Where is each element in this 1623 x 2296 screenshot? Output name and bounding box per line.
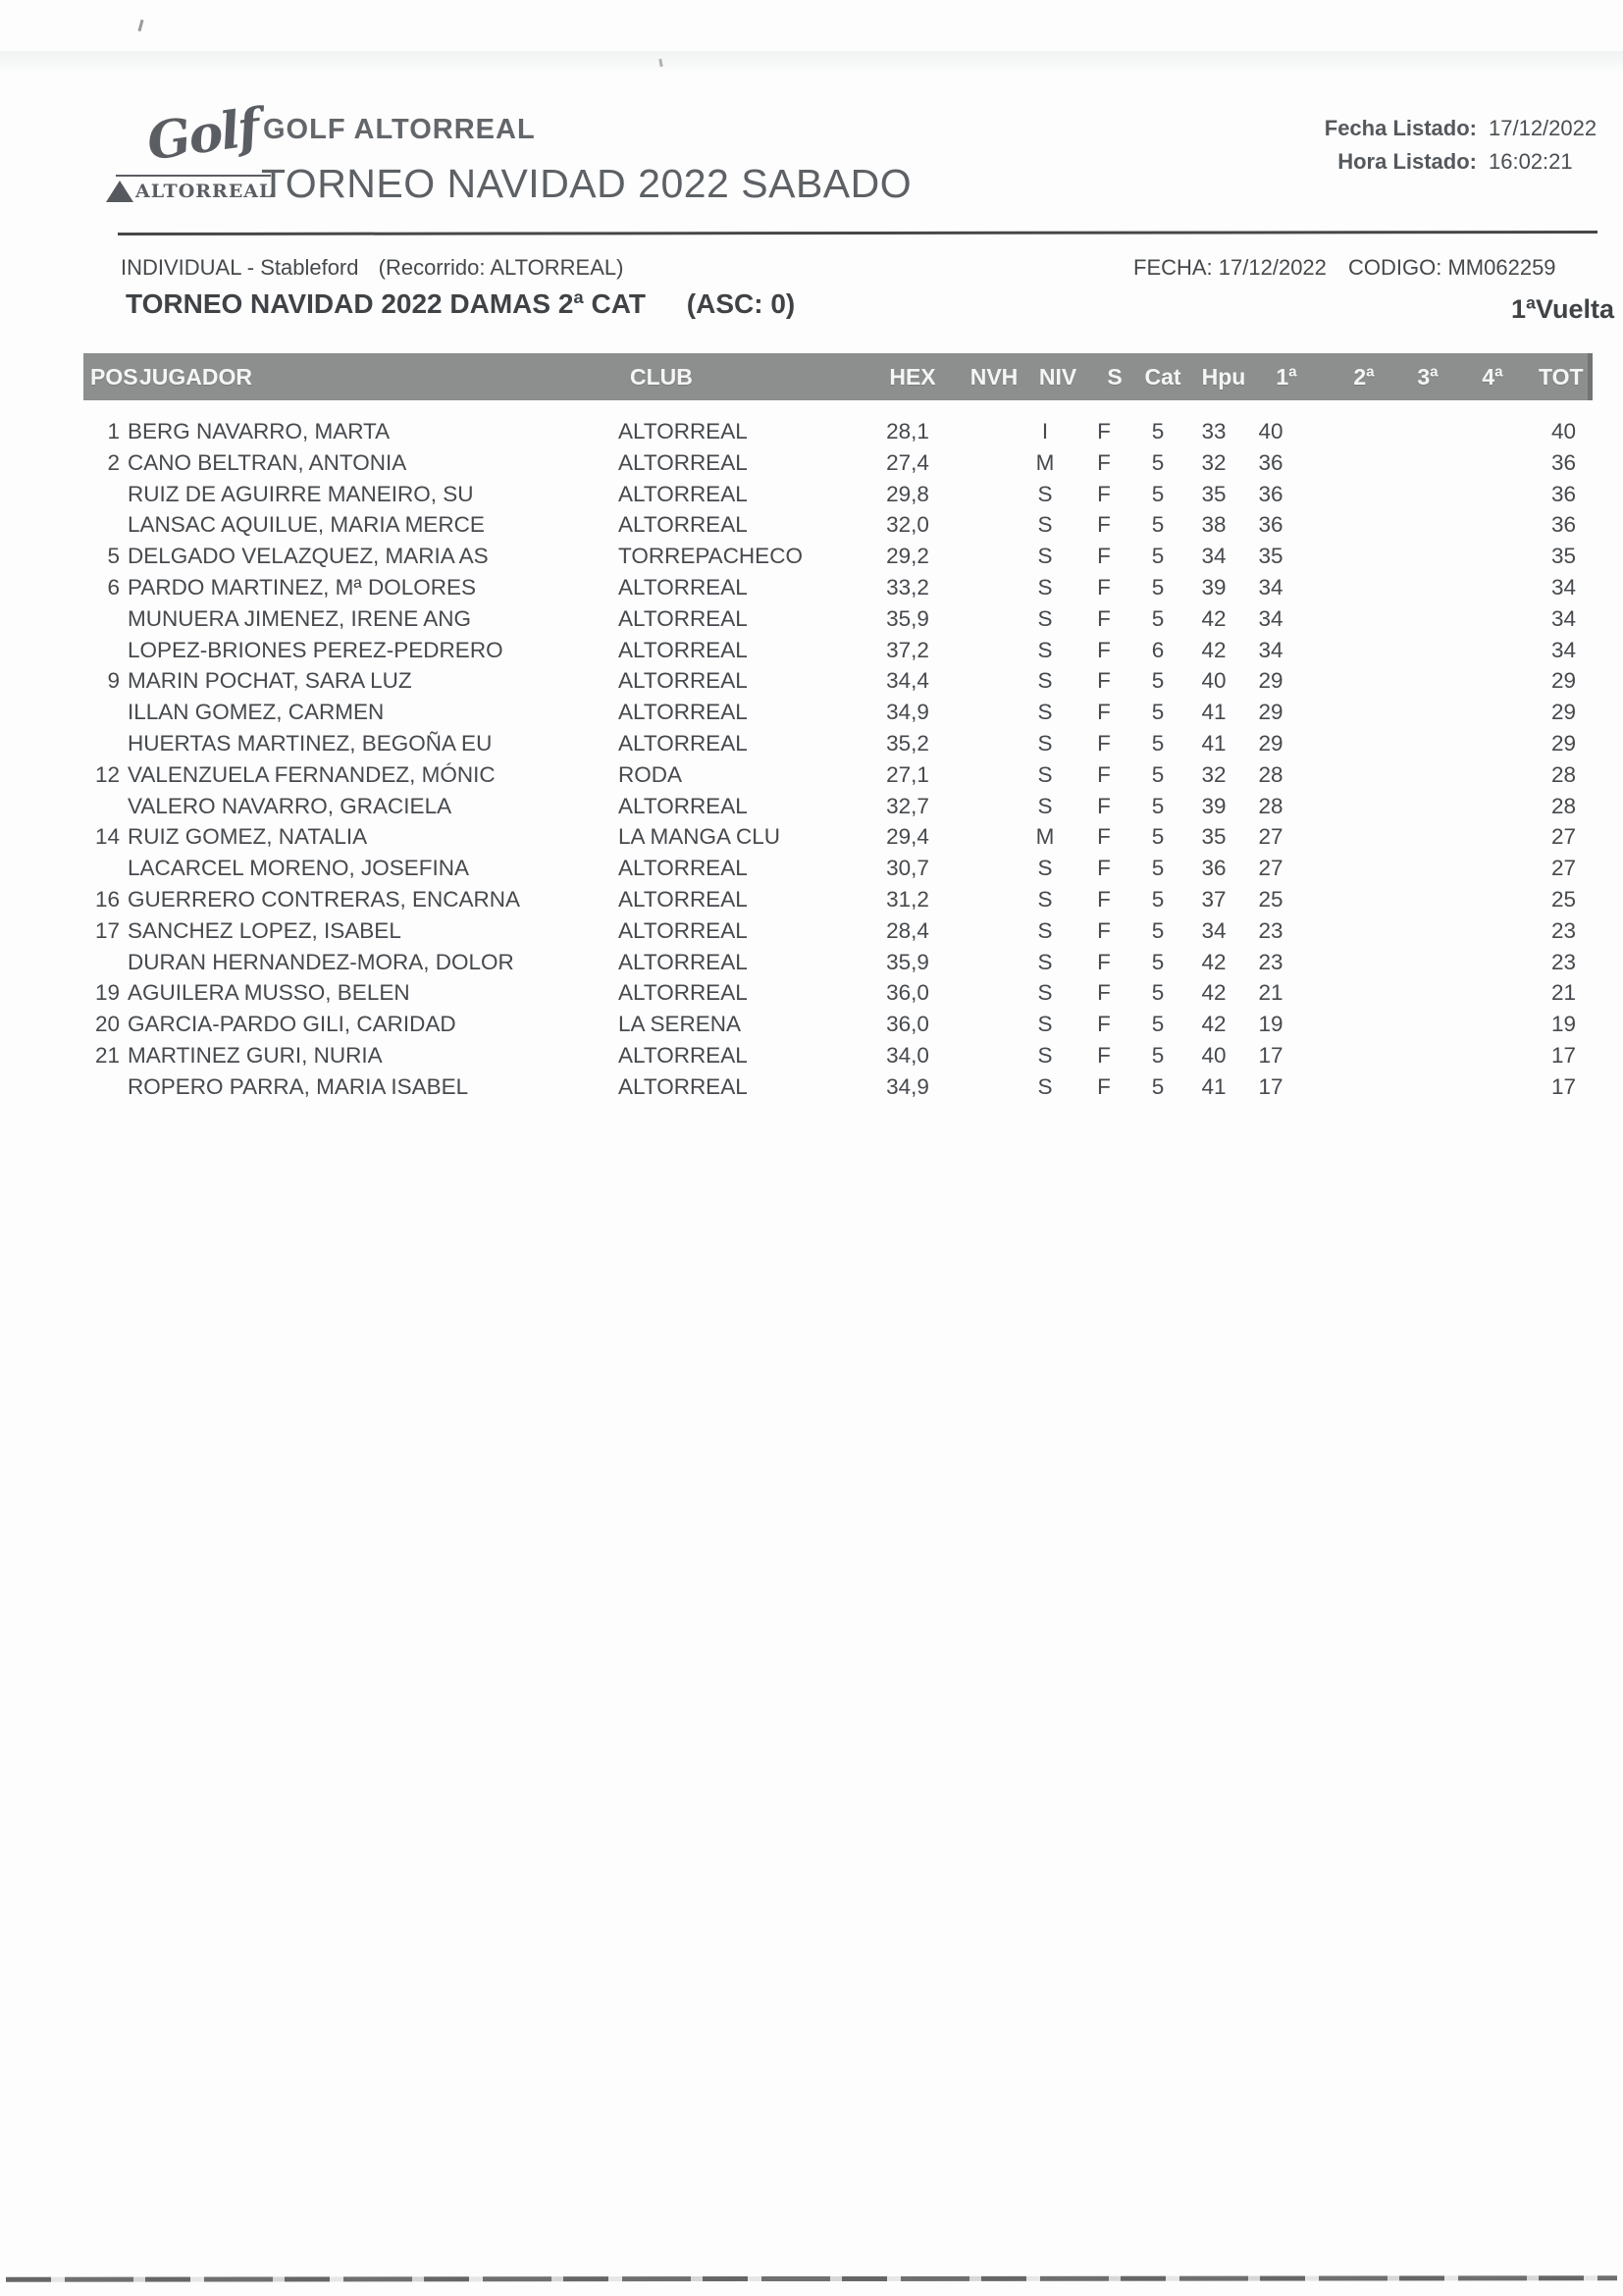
results-rows (0, 416, 1623, 1103)
cell-niv: S (1037, 856, 1053, 881)
cell-tot: 36 (1550, 512, 1576, 538)
cell-tot: 23 (1550, 917, 1576, 943)
cell-niv: S (1037, 886, 1053, 912)
cell-round1: 27 (1258, 856, 1283, 881)
cell-hex: 35,9 (886, 605, 929, 631)
cell-cat: 5 (1151, 824, 1165, 850)
cell-pos: 2 (107, 449, 120, 475)
table-row (0, 635, 1623, 666)
cell-round1: 23 (1258, 949, 1283, 974)
cell-hpu: 35 (1201, 824, 1227, 850)
cell-round1: 40 (1258, 419, 1283, 444)
cell-niv: S (1037, 761, 1053, 787)
table-row (0, 665, 1623, 697)
cell-round1: 17 (1258, 1073, 1283, 1099)
table-row (0, 821, 1623, 853)
cell-round1: 29 (1258, 730, 1283, 756)
hora-listado-label: Hora Listado: (1337, 149, 1477, 174)
col-header-jugador: JUGADOR (139, 364, 253, 390)
cell-club: ALTORREAL (618, 856, 748, 881)
cell-s: F (1097, 793, 1111, 818)
cell-round1: 36 (1258, 449, 1283, 475)
cell-round1: 34 (1258, 605, 1283, 631)
cell-round1: 36 (1258, 481, 1283, 506)
cell-pos: 14 (94, 824, 120, 850)
table-row (0, 509, 1623, 541)
cell-cat: 5 (1151, 449, 1165, 475)
cell-s: F (1097, 481, 1111, 506)
cell-hpu: 33 (1201, 419, 1227, 444)
cell-tot: 34 (1550, 574, 1576, 600)
cell-tot: 21 (1550, 980, 1576, 1006)
cell-hpu: 40 (1201, 668, 1227, 694)
cell-cat: 5 (1151, 1042, 1165, 1068)
cell-club: ALTORREAL (618, 949, 748, 974)
logo-underline (116, 175, 271, 177)
cell-player-name: CANO BELTRAN, ANTONIA (128, 449, 407, 475)
table-row (0, 541, 1623, 572)
col-header-cat: Cat (1144, 364, 1181, 390)
fecha-listado-value: 17/12/2022 (1489, 116, 1597, 140)
cell-hex: 32,7 (886, 793, 929, 818)
cell-s: F (1097, 605, 1111, 631)
cell-hex: 34,9 (886, 700, 929, 725)
cell-hpu: 42 (1201, 980, 1227, 1006)
cell-club: ALTORREAL (618, 886, 748, 912)
col-header-round1: 1ª (1276, 364, 1297, 390)
category-title: TORNEO NAVIDAD 2022 DAMAS 2ª CAT (126, 288, 647, 319)
cell-player-name: HUERTAS MARTINEZ, BEGOÑA EU (128, 730, 493, 756)
cell-player-name: MARIN POCHAT, SARA LUZ (128, 668, 412, 694)
cell-player-name: GARCIA-PARDO GILI, CARIDAD (128, 1012, 456, 1037)
col-header-niv: NIV (1038, 364, 1077, 390)
cell-club: ALTORREAL (618, 700, 748, 725)
cell-s: F (1097, 1012, 1111, 1037)
cell-cat: 5 (1151, 481, 1165, 506)
course-text: (Recorrido: ALTORREAL) (378, 255, 624, 280)
cell-cat: 5 (1151, 1073, 1165, 1099)
fecha-text: FECHA: 17/12/2022 (1133, 255, 1327, 280)
cell-hex: 27,1 (886, 761, 929, 787)
cell-hpu: 32 (1201, 449, 1227, 475)
cell-tot: 36 (1550, 449, 1576, 475)
cell-hpu: 42 (1201, 637, 1227, 662)
table-row (0, 728, 1623, 759)
cell-s: F (1097, 637, 1111, 662)
col-header-round3: 3ª (1417, 364, 1439, 390)
tournament-title: TORNEO NAVIDAD 2022 SABADO (261, 161, 913, 206)
cell-s: F (1097, 512, 1111, 538)
cell-club: ALTORREAL (618, 574, 748, 600)
cell-hpu: 34 (1201, 544, 1227, 569)
cell-s: F (1097, 668, 1111, 694)
table-row (0, 447, 1623, 479)
cell-tot: 36 (1550, 481, 1576, 506)
cell-hpu: 40 (1201, 1042, 1227, 1068)
cell-player-name: MARTINEZ GURI, NURIA (128, 1042, 383, 1068)
cell-round1: 21 (1258, 980, 1283, 1006)
cell-tot: 27 (1550, 824, 1576, 850)
cell-cat: 5 (1151, 668, 1165, 694)
cell-round1: 27 (1258, 824, 1283, 850)
codigo-text: CODIGO: MM062259 (1348, 255, 1556, 280)
cell-hpu: 39 (1201, 793, 1227, 818)
hora-listado-value: 16:02:21 (1489, 149, 1573, 174)
cell-s: F (1097, 980, 1111, 1006)
cell-club: ALTORREAL (618, 917, 748, 943)
cell-hpu: 32 (1201, 761, 1227, 787)
cell-player-name: BERG NAVARRO, MARTA (128, 419, 391, 444)
cell-club: ALTORREAL (618, 730, 748, 756)
cell-club: LA SERENA (618, 1012, 742, 1037)
cell-hpu: 41 (1201, 1073, 1227, 1099)
cell-s: F (1097, 449, 1111, 475)
cell-s: F (1097, 730, 1111, 756)
cell-round1: 28 (1258, 761, 1283, 787)
cell-tot: 17 (1550, 1042, 1576, 1068)
cell-niv: S (1037, 481, 1053, 506)
cell-club: ALTORREAL (618, 980, 748, 1006)
cell-hex: 34,4 (886, 668, 929, 694)
cell-hex: 34,0 (886, 1042, 929, 1068)
cell-cat: 5 (1151, 949, 1165, 974)
cell-tot: 28 (1550, 793, 1576, 818)
cell-tot: 34 (1550, 637, 1576, 662)
cell-s: F (1097, 761, 1111, 787)
cell-cat: 6 (1151, 637, 1165, 662)
cell-cat: 5 (1151, 512, 1165, 538)
cell-player-name: DURAN HERNANDEZ-MORA, DOLOR (128, 949, 514, 974)
cell-club: ALTORREAL (618, 605, 748, 631)
cell-club: ALTORREAL (618, 481, 748, 506)
table-row (0, 759, 1623, 791)
cell-pos: 6 (107, 574, 120, 600)
cell-player-name: ROPERO PARRA, MARIA ISABEL (128, 1073, 469, 1099)
club-logo (106, 97, 274, 218)
cell-pos: 20 (94, 1012, 120, 1037)
cell-niv: S (1037, 544, 1053, 569)
cell-tot: 40 (1550, 419, 1576, 444)
cell-cat: 5 (1151, 856, 1165, 881)
table-row (0, 479, 1623, 510)
cell-niv: S (1037, 793, 1053, 818)
cell-niv: S (1037, 980, 1053, 1006)
cell-round1: 29 (1258, 700, 1283, 725)
cell-hpu: 34 (1201, 917, 1227, 943)
col-header-hpu: Hpu (1201, 364, 1246, 390)
cell-cat: 5 (1151, 700, 1165, 725)
category-title-line (126, 288, 795, 320)
cell-hpu: 42 (1201, 1012, 1227, 1037)
cell-club: TORREPACHECO (618, 544, 803, 569)
col-header-round2: 2ª (1353, 364, 1375, 390)
cell-tot: 28 (1550, 761, 1576, 787)
cell-round1: 23 (1258, 917, 1283, 943)
cell-round1: 29 (1258, 668, 1283, 694)
cell-hpu: 42 (1201, 949, 1227, 974)
cell-niv: S (1037, 730, 1053, 756)
cell-niv: S (1037, 1042, 1053, 1068)
col-header-s: S (1107, 364, 1123, 390)
cell-s: F (1097, 886, 1111, 912)
cell-hex: 37,2 (886, 637, 929, 662)
cell-round1: 28 (1258, 793, 1283, 818)
table-row (0, 697, 1623, 728)
listing-date-block (1231, 112, 1618, 179)
cell-s: F (1097, 574, 1111, 600)
col-header-nvh: NVH (969, 364, 1019, 390)
cell-hex: 28,1 (886, 419, 929, 444)
cell-hpu: 36 (1201, 856, 1227, 881)
cell-player-name: MUNUERA JIMENEZ, IRENE ANG (128, 605, 472, 631)
col-header-pos: POS (90, 364, 138, 390)
cell-hex: 31,2 (886, 886, 929, 912)
cell-hex: 32,0 (886, 512, 929, 538)
cell-hpu: 38 (1201, 512, 1227, 538)
cell-club: ALTORREAL (618, 793, 748, 818)
cell-hex: 35,9 (886, 949, 929, 974)
cell-cat: 5 (1151, 1012, 1165, 1037)
cell-club: ALTORREAL (618, 449, 748, 475)
table-row (0, 977, 1623, 1009)
cell-cat: 5 (1151, 917, 1165, 943)
cell-niv: S (1037, 668, 1053, 694)
cell-cat: 5 (1151, 730, 1165, 756)
cell-club: LA MANGA CLU (618, 824, 781, 850)
cell-niv: S (1037, 1012, 1053, 1037)
table-row (0, 1009, 1623, 1040)
table-header-row (0, 353, 1623, 400)
cell-hpu: 41 (1201, 700, 1227, 725)
scan-artifact-band (0, 51, 1623, 73)
table-row (0, 1071, 1623, 1103)
round-label: 1ªVuelta (1511, 294, 1615, 324)
col-header-club: CLUB (630, 364, 693, 390)
col-header-round4: 4ª (1482, 364, 1503, 390)
cell-tot: 25 (1550, 886, 1576, 912)
cell-player-name: ILLAN GOMEZ, CARMEN (128, 700, 385, 725)
cell-pos: 12 (94, 761, 120, 787)
club-title: GOLF ALTORREAL (263, 114, 536, 145)
cell-tot: 29 (1550, 730, 1576, 756)
cell-niv: I (1041, 419, 1049, 444)
cell-hex: 28,4 (886, 917, 929, 943)
cell-s: F (1097, 949, 1111, 974)
cell-club: ALTORREAL (618, 1042, 748, 1068)
cell-tot: 29 (1550, 668, 1576, 694)
scan-page-edge (6, 2275, 1617, 2281)
cell-tot: 29 (1550, 700, 1576, 725)
cell-player-name: PARDO MARTINEZ, Mª DOLORES (128, 574, 477, 600)
table-row (0, 603, 1623, 635)
cell-club: ALTORREAL (618, 668, 748, 694)
cell-niv: S (1037, 1073, 1053, 1099)
cell-player-name: LACARCEL MORENO, JOSEFINA (128, 856, 469, 881)
cell-niv: S (1037, 949, 1053, 974)
cell-player-name: RUIZ GOMEZ, NATALIA (128, 824, 368, 850)
cell-hpu: 39 (1201, 574, 1227, 600)
cell-s: F (1097, 1042, 1111, 1068)
cell-player-name: GUERRERO CONTRERAS, ENCARNA (128, 886, 521, 912)
cell-s: F (1097, 917, 1111, 943)
cell-hpu: 37 (1201, 886, 1227, 912)
table-row (0, 853, 1623, 884)
table-row (0, 1040, 1623, 1071)
cell-hex: 29,8 (886, 481, 929, 506)
cell-hex: 35,2 (886, 730, 929, 756)
cell-player-name: DELGADO VELAZQUEZ, MARIA AS (128, 544, 489, 569)
cell-cat: 5 (1151, 544, 1165, 569)
cell-pos: 1 (107, 419, 120, 444)
asc-text: (ASC: 0) (686, 288, 796, 319)
table-row (0, 572, 1623, 603)
cell-hpu: 42 (1201, 605, 1227, 631)
table-row (0, 791, 1623, 822)
logo-club-name: ALTORREAL (135, 181, 274, 202)
cell-round1: 17 (1258, 1042, 1283, 1068)
scan-speck (137, 20, 143, 31)
cell-player-name: AGUILERA MUSSO, BELEN (128, 980, 410, 1006)
table-row (0, 947, 1623, 978)
cell-niv: M (1035, 449, 1055, 475)
cell-hex: 34,9 (886, 1073, 929, 1099)
cell-niv: M (1035, 824, 1055, 850)
cell-pos: 5 (107, 544, 120, 569)
cell-tot: 27 (1550, 856, 1576, 881)
cell-pos: 17 (94, 917, 120, 943)
cell-niv: S (1037, 574, 1053, 600)
cell-player-name: VALERO NAVARRO, GRACIELA (128, 793, 452, 818)
cell-hex: 33,2 (886, 574, 929, 600)
cell-cat: 5 (1151, 980, 1165, 1006)
cell-hpu: 35 (1201, 481, 1227, 506)
cell-hex: 36,0 (886, 980, 929, 1006)
cell-pos: 16 (94, 886, 120, 912)
cell-hex: 30,7 (886, 856, 929, 881)
cell-hex: 27,4 (886, 449, 929, 475)
table-row (0, 884, 1623, 915)
cell-round1: 25 (1258, 886, 1283, 912)
cell-cat: 5 (1151, 574, 1165, 600)
cell-niv: S (1037, 637, 1053, 662)
fecha-codigo-line (1133, 255, 1618, 281)
cell-s: F (1097, 824, 1111, 850)
cell-s: F (1097, 544, 1111, 569)
cell-pos: 19 (94, 980, 120, 1006)
cell-round1: 34 (1258, 637, 1283, 662)
cell-hex: 29,2 (886, 544, 929, 569)
cell-cat: 5 (1151, 793, 1165, 818)
cell-niv: S (1037, 917, 1053, 943)
table-row (0, 915, 1623, 947)
cell-pos: 21 (94, 1042, 120, 1068)
cell-round1: 36 (1258, 512, 1283, 538)
cell-club: ALTORREAL (618, 637, 748, 662)
cell-s: F (1097, 856, 1111, 881)
cell-niv: S (1037, 700, 1053, 725)
header-divider-rule (118, 231, 1597, 235)
cell-cat: 5 (1151, 886, 1165, 912)
cell-club: ALTORREAL (618, 419, 748, 444)
cell-cat: 5 (1151, 605, 1165, 631)
table-row (0, 416, 1623, 447)
cell-player-name: SANCHEZ LOPEZ, ISABEL (128, 917, 401, 943)
cell-s: F (1097, 419, 1111, 444)
fecha-listado-label: Fecha Listado: (1324, 116, 1477, 140)
cell-club: ALTORREAL (618, 1073, 748, 1099)
cell-s: F (1097, 1073, 1111, 1099)
cell-player-name: VALENZUELA FERNANDEZ, MÓNIC (128, 761, 496, 787)
cell-niv: S (1037, 512, 1053, 538)
logo-script-text: Golf (143, 97, 262, 173)
cell-tot: 17 (1550, 1073, 1576, 1099)
cell-club: RODA (618, 761, 683, 787)
cell-niv: S (1037, 605, 1053, 631)
cell-player-name: RUIZ DE AGUIRRE MANEIRO, SU (128, 481, 474, 506)
cell-club: ALTORREAL (618, 512, 748, 538)
cell-hex: 29,4 (886, 824, 929, 850)
cell-tot: 23 (1550, 949, 1576, 974)
cell-s: F (1097, 700, 1111, 725)
logo-mountain-icon (106, 181, 133, 202)
cell-pos: 9 (107, 668, 120, 694)
cell-tot: 34 (1550, 605, 1576, 631)
cell-cat: 5 (1151, 761, 1165, 787)
cell-round1: 19 (1258, 1012, 1283, 1037)
cell-hex: 36,0 (886, 1012, 929, 1037)
col-header-hex: HEX (889, 364, 936, 390)
cell-round1: 34 (1258, 574, 1283, 600)
cell-player-name: LANSAC AQUILUE, MARIA MERCE (128, 512, 485, 538)
modality-line (121, 255, 623, 281)
cell-player-name: LOPEZ-BRIONES PEREZ-PEDRERO (128, 637, 503, 662)
col-header-tot: TOT (1539, 364, 1584, 390)
cell-hpu: 41 (1201, 730, 1227, 756)
cell-tot: 35 (1550, 544, 1576, 569)
cell-tot: 19 (1550, 1012, 1576, 1037)
modality-text: INDIVIDUAL - Stableford (121, 255, 359, 280)
cell-cat: 5 (1151, 419, 1165, 444)
cell-round1: 35 (1258, 544, 1283, 569)
